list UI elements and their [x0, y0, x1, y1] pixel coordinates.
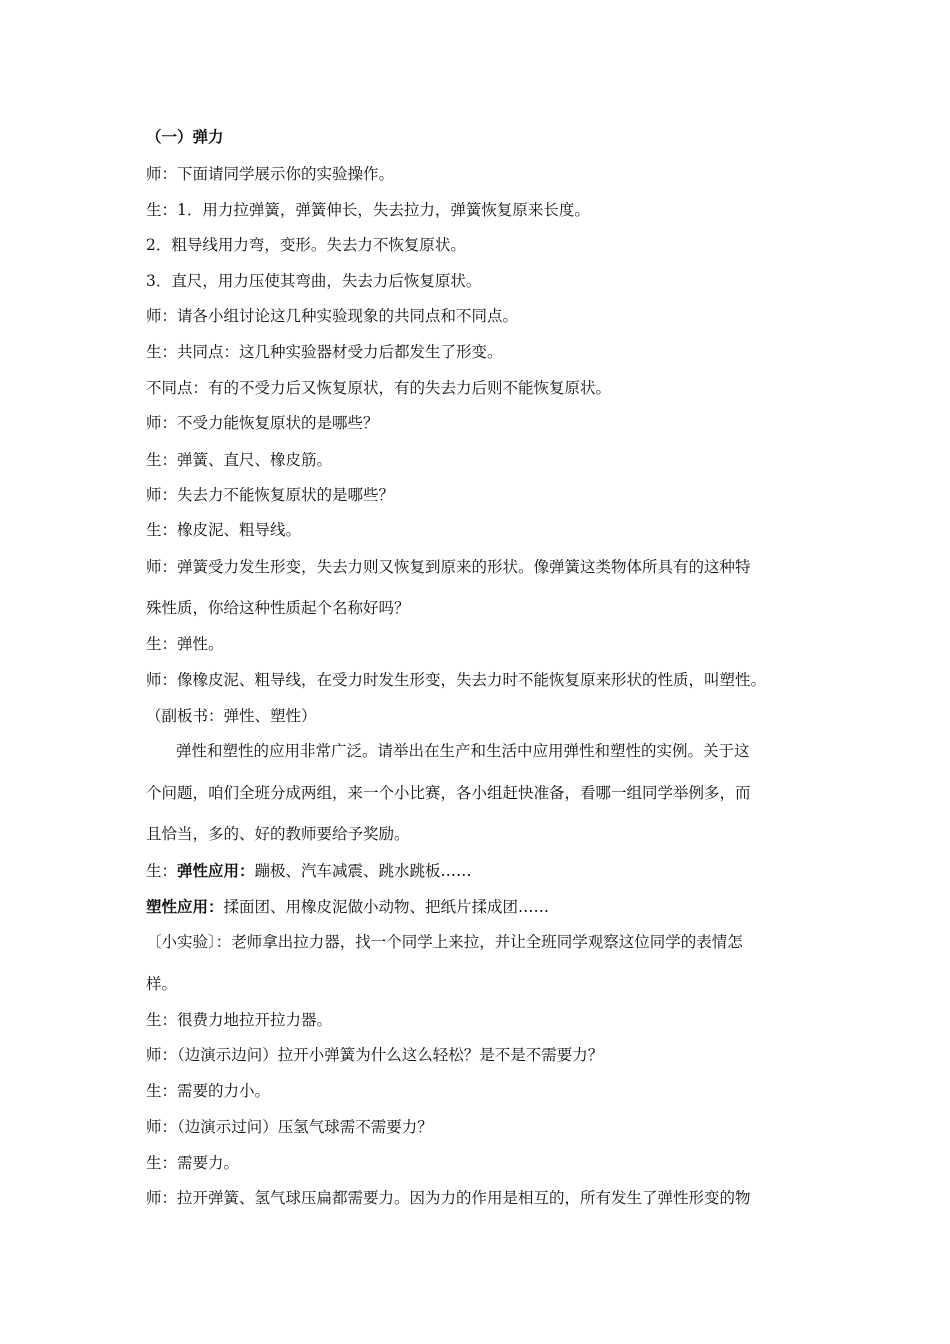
paragraph-line: 且恰当，多的、好的教师要给予奖励。 — [146, 825, 410, 843]
paragraph-line: 弹性和塑性的应用非常广泛。请举出在生产和生活中应用弹性和塑性的实例。关于这 — [176, 742, 750, 760]
paragraph-line: 不同点：有的不受力后又恢复原状，有的失去力后则不能恢复原状。 — [146, 379, 612, 397]
paragraph-line: 生：弹性。 — [146, 635, 224, 653]
paragraph-line: 师：（边演示边问）拉开小弹簧为什么这么轻松？是不是不需要力？ — [146, 1046, 604, 1064]
paragraph-line: 生：需要的力小。 — [146, 1082, 271, 1100]
speaker-prefix: 生： — [146, 862, 178, 880]
paragraph-line: 师：弹簧受力发生形变，失去力则又恢复到原来的形状。像弹簧这类物体所具有的这种特 — [146, 558, 751, 576]
paragraph-line: 个问题，咱们全班分成两组，来一个小比赛，各小组赶快准备，看哪一组同学举例多，而 — [146, 784, 751, 802]
paragraph-line: 师：（边演示过问）压氢气球需不需要力？ — [146, 1118, 433, 1136]
plastic-application-label: 塑性应用： — [146, 898, 224, 916]
paragraph-line: 生：很费力地拉开拉力器。 — [146, 1011, 333, 1029]
paragraph-line: 师：像橡皮泥、粗导线，在受力时发生形变，失去力时不能恢复原来形状的性质，叫塑性。 — [146, 671, 767, 689]
paragraph-line: 2．粗导线用力弯，变形。失去力不恢复原状。 — [146, 236, 466, 254]
paragraph-line: 师：失去力不能恢复原状的是哪些？ — [146, 486, 395, 504]
elastic-application-label: 弹性应用： — [177, 862, 255, 880]
elastic-application-line — [146, 861, 472, 881]
paragraph-line: 生：共同点：这几种实验器材受力后都发生了形变。 — [146, 343, 503, 361]
paragraph-line: 生：橡皮泥、粗导线。 — [146, 521, 302, 539]
paragraph-line: 生：1．用力拉弹簧，弹簧伸长，失去拉力，弹簧恢复原来长度。 — [146, 201, 590, 219]
paragraph-line: 殊性质，你给这种性质起个名称好吗？ — [146, 599, 410, 617]
paragraph-line: 3．直尺，用力压使其弯曲，失去力后恢复原状。 — [146, 272, 482, 290]
paragraph-line: 师：拉开弹簧、氢气球压扁都需要力。因为力的作用是相互的，所有发生了弹性形变的物 — [146, 1189, 751, 1207]
paragraph-line: 师：请各小组讨论这几种实验现象的共同点和不同点。 — [146, 307, 519, 325]
section-title: （一）弹力 — [146, 128, 224, 146]
paragraph-line: 样。 — [146, 975, 178, 993]
elastic-application-text: 蹦极、汽车减震、跳水跳板…… — [254, 862, 472, 880]
paragraph-line: 〔小实验〕：老师拿出拉力器，找一个同学上来拉，并让全班同学观察这位同学的表情怎 — [146, 933, 743, 951]
plastic-application-text: 揉面团、用橡皮泥做小动物、把纸片揉成团…… — [223, 898, 550, 916]
paragraph-line: 师：不受力能恢复原状的是哪些？ — [146, 414, 379, 432]
paragraph-line: 生：弹簧、直尺、橡皮筋。 — [146, 451, 333, 469]
plastic-application-line — [146, 897, 549, 917]
paragraph-line: 生：需要力。 — [146, 1154, 240, 1172]
paragraph-line: （副板书：弹性、塑性） — [146, 707, 317, 725]
paragraph-line: 师：下面请同学展示你的实验操作。 — [146, 165, 395, 183]
